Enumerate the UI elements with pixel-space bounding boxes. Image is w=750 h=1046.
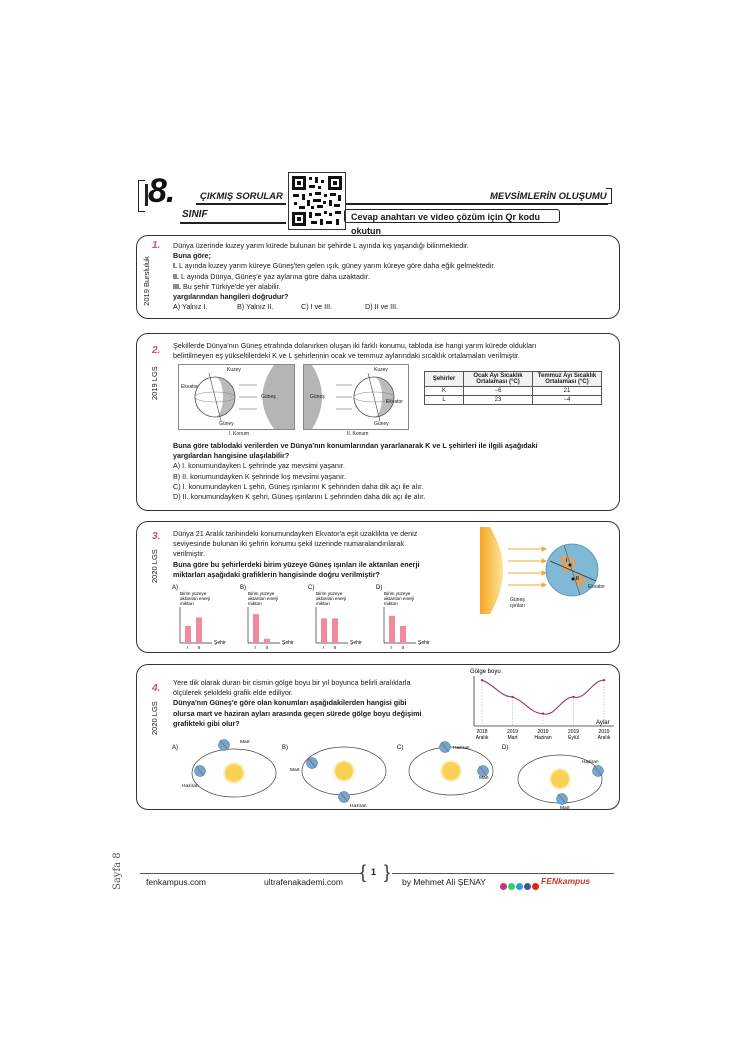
q3-chart-category: II <box>333 645 337 649</box>
q4-orbit-option-label: D) <box>502 745 509 751</box>
konum-1-guney-label: Güney <box>219 421 234 427</box>
q1-option-a[interactable]: A) Yalnız I. <box>173 302 208 312</box>
roman-2: II. <box>173 271 179 281</box>
q3-charts-svg <box>172 583 482 649</box>
q3-chart-xlabel: Şehir <box>282 640 294 646</box>
question-1-source-text: 2019 Bursluluk <box>142 256 151 306</box>
table-cell: L <box>425 396 464 405</box>
header-left-bracket <box>138 180 145 212</box>
q4-earth-label: Mart <box>240 740 250 745</box>
question-3-stem <box>173 529 419 580</box>
q4-chart-tick-year: 2019 <box>567 729 580 735</box>
q4-chart-tick-year: 2019 <box>598 729 610 735</box>
statement-1-text: L ayında kuzey yarım küreye Güneş'ten gelen ışık, güney yarım küreye göre daha eğik gelmektedir. <box>179 261 496 271</box>
q4-chart-tick-month: Aralık <box>475 735 489 741</box>
social-icons <box>500 877 541 887</box>
konum-2-caption: II. Konum <box>347 431 369 437</box>
q4-prompt-1: Dünya'nın Güneş'e göre olan konumları aşağıdakilerden hangisi gibi <box>173 698 407 708</box>
q4-chart-point <box>542 712 544 714</box>
q3-chart-ylabel: Birim yüzeye <box>180 591 207 596</box>
instagram-icon[interactable] <box>500 883 507 890</box>
q4-chart-tick-month: Haziran <box>534 735 552 741</box>
q3-point-1-label: I <box>566 558 568 564</box>
q4-chart-series-line <box>482 680 604 714</box>
q2-temperature-table <box>424 371 602 405</box>
question-2-number: 2. <box>152 345 161 356</box>
q4-chart-point <box>603 679 605 681</box>
q4-earth-label: Haziran <box>350 804 367 809</box>
q3-point-2-label: II <box>576 576 579 582</box>
q3-chart-ylabel: miktarı <box>248 601 262 606</box>
q2-option-d[interactable]: D) II. konumundayken K şehri, Güneş ışınlarını L şehrinden daha dik açı ile alır. <box>173 492 426 502</box>
table-header-row <box>425 372 602 387</box>
q4-chart-xlabel: Aylar <box>596 720 610 726</box>
q4-earth-label: Mart <box>290 768 300 773</box>
table-cell: −4 <box>533 396 602 405</box>
question-1-options <box>173 302 495 312</box>
header-rule-right <box>346 203 608 205</box>
q3-chart-bar <box>400 626 406 643</box>
q2-option-b[interactable]: B) II. konumundayken K şehrinde kış mevsimi yaşanır. <box>173 471 346 481</box>
q3-chart-category: I <box>390 645 392 649</box>
q3-chart-xlabel: Şehir <box>214 640 226 646</box>
page-label-text: Sayfa 8 <box>112 852 123 890</box>
whatsapp-icon[interactable] <box>508 883 515 890</box>
footer-author: by Mehmet Ali ŞENAY <box>402 877 486 887</box>
q4-chart-tick-year: 2018 <box>476 729 488 735</box>
q3-chart-option-label: A) <box>172 585 178 591</box>
question-2-source: 2019 LGS <box>150 366 159 400</box>
q4-orbit-option <box>172 739 276 797</box>
youtube-icon[interactable] <box>532 883 539 890</box>
q4-chart-point <box>511 696 513 698</box>
question-3-number: 3. <box>152 531 161 542</box>
q4-sun-glow <box>440 760 462 782</box>
q3-chart-category: II <box>265 645 269 649</box>
q3-chart-option-label: D) <box>376 585 383 591</box>
q4-orbit-option-label: A) <box>172 745 178 751</box>
question-4-source: 2020 LGS <box>150 701 159 735</box>
q3-chart-category: I <box>186 645 188 649</box>
footer-site-1[interactable]: fenkampus.com <box>146 877 206 887</box>
table-header-july: Temmuz Ayı Sıcaklık Ortalaması (°C) <box>533 372 602 387</box>
footer-brand: FENkampus <box>541 876 591 886</box>
q3-chart-option-label: B) <box>240 585 246 591</box>
question-4-stem <box>173 678 421 729</box>
grade-number: 8. <box>148 172 175 210</box>
q2-option-c[interactable]: C) I. konumundayken L şehri, Güneş ışınlarını K şehrinden daha dik açı ile alır. <box>173 481 424 491</box>
konum-1-kuzey-label: Kuzey <box>227 367 241 373</box>
q4-earth-label: Haziran <box>582 760 599 765</box>
roman-3: III. <box>173 281 181 291</box>
q4-orbit-option <box>282 745 386 809</box>
q4-line-2: ölçülerek şekildeki grafik elde ediliyor. <box>173 688 293 698</box>
header-rule-left <box>196 203 286 205</box>
q3-ekvator-label: Ekvator <box>588 584 605 590</box>
q3-chart-bar <box>253 614 259 643</box>
q3-chart-ylabel: miktarı <box>180 601 194 606</box>
konum-2-guney-label: Güney <box>374 421 389 427</box>
footer-brace-right: } <box>384 862 391 882</box>
q3-chart-ylabel: Birim yüzeye <box>248 591 275 596</box>
q1-option-d[interactable]: D) II ve III. <box>365 302 399 312</box>
q4-orbit-option-label: C) <box>397 745 404 751</box>
q3-prompt-2: miktarları aşağıdaki grafiklerin hangisinde doğru verilmiştir? <box>173 569 380 579</box>
q1-option-c[interactable]: C) I ve III. <box>301 302 333 312</box>
footer-rule-right <box>392 873 614 874</box>
question-1-stem: Dünya üzerinde kuzey yarım kürede bulunan bir şehirde L ayında kış yaşandığı bilinmektedir. <box>173 241 469 250</box>
q4-sun-glow <box>223 762 245 784</box>
q4-chart-tick-year: 2019 <box>537 729 549 735</box>
q3-chart-ylabel: aktarılan enerji <box>316 596 347 601</box>
header-right-bracket <box>606 188 612 204</box>
question-1-number: 1. <box>152 240 161 251</box>
page-number: 1 <box>371 867 377 877</box>
question-1-prompt: yargılarından hangileri doğrudur? <box>173 292 289 302</box>
konum-2-gunes-label: Güneş <box>310 394 325 400</box>
q3-chart-xlabel: Şehir <box>418 640 430 646</box>
table-cell: K <box>425 387 464 396</box>
q3-chart-category: I <box>254 645 256 649</box>
q4-orbit-option-label: B) <box>282 745 288 751</box>
konum-1-gunes-label: Güneş <box>261 394 276 400</box>
table-row <box>425 396 602 405</box>
q3-chart-bar <box>332 618 338 643</box>
q4-line-1: Yere dik olarak duran bir cismin gölge boyu bir yıl boyunca belirli aralıklarla <box>173 678 411 687</box>
question-1-source <box>143 256 151 306</box>
qr-code[interactable] <box>288 172 346 230</box>
q3-chart-category: II <box>401 645 405 649</box>
q2-option-a[interactable]: A) I. konumundayken L şehrinde yaz mevsimi yaşanır. <box>173 461 345 471</box>
q2-prompt-1: Buna göre tablodaki verilerden ve Dünya'nın konumlarından yararlanarak K ve L şehirleri ile ilgili aşağıdaki <box>173 441 538 450</box>
q2-line-2: belirtilmeyen eş yükseltilerdeki K ve L şehirlerinin ocak ve temmuz aylarındaki sıcaklık ortalamaları verilmiştir. <box>173 351 520 361</box>
q3-chart-bar <box>185 626 191 643</box>
header-rule-left-bottom <box>180 222 286 224</box>
question-1-statement-3 <box>173 282 495 292</box>
q3-chart-bar <box>196 618 202 644</box>
q3-line-1: Dünya 21 Aralık tarihindeki konumundayken Ekvator'a eşit uzaklıkta ve deniz <box>173 529 418 538</box>
q3-line-2: seviyesinde bulunan iki şehrin konumu şekil üzerinde numaralandırılarak <box>173 539 404 549</box>
q1-option-b[interactable]: B) Yalnız II. <box>237 302 274 312</box>
q3-chart-bar <box>321 618 327 643</box>
table-cell: 21 <box>533 387 602 396</box>
table-cell: 23 <box>464 396 533 405</box>
konum-1-caption: I. Konum <box>229 431 250 437</box>
topic-title: MEVSİMLERİN OLUŞUMU <box>490 191 607 202</box>
q3-chart-xlabel: Şehir <box>350 640 362 646</box>
q3-chart-category: II <box>197 645 201 649</box>
q3-chart-ylabel: Birim yüzeye <box>384 591 411 596</box>
q3-chart-bar <box>264 639 270 643</box>
q4-earth-label: Mart <box>560 806 570 809</box>
konum-2-kuzey-label: Kuzey <box>374 367 388 373</box>
telegram-icon[interactable] <box>516 883 523 890</box>
q4-chart-tick-year: 2019 <box>506 729 519 735</box>
qr-note: Cevap anahtarı ve video çözüm için Qr kodu okutun <box>344 209 560 223</box>
q4-orbit-option <box>397 742 493 796</box>
table-header-january: Ocak Ayı Sıcaklık Ortalaması (°C) <box>464 372 533 387</box>
q4-earth-label: Haziran <box>453 746 470 751</box>
question-1-content <box>173 241 495 312</box>
q4-prompt-3: grafikteki gibi olur? <box>173 718 240 728</box>
q2-line-1: Şekillerde Dünya'nın Güneş etrafında dolanırken oluşan iki farklı konumu, tabloda ise hangi yarım kürede oldukları <box>173 341 537 350</box>
footer-brace-left: { <box>360 862 367 882</box>
statement-3-text: Bu şehir Türkiye'de yer alabilir. <box>183 281 281 291</box>
grade-label: SINIF <box>182 209 208 220</box>
question-4-number: 4. <box>152 683 161 694</box>
q3-line-3: verilmiştir. <box>173 549 205 559</box>
footer-rule-left <box>140 873 362 874</box>
series-title: ÇIKMIŞ SORULAR <box>200 191 283 202</box>
footer-site-2[interactable]: ultrafenakademi.com <box>264 877 343 887</box>
q3-chart-category: I <box>322 645 324 649</box>
q4-orbit-option <box>502 745 604 809</box>
roman-1: I. <box>173 261 177 271</box>
q4-chart-ylabel: Gölge boyu <box>470 669 501 675</box>
q3-chart-bar <box>389 616 395 643</box>
q4-chart-point <box>481 679 483 681</box>
q3-chart-option-label: C) <box>308 585 315 591</box>
q4-sun-glow <box>549 768 571 790</box>
question-1-statement-1 <box>173 261 495 271</box>
q3-chart-ylabel: aktarılan enerji <box>384 596 415 601</box>
q2-figure-konum-2 <box>303 364 409 430</box>
question-2-prompt-and-options <box>173 441 538 502</box>
facebook-icon[interactable] <box>524 883 531 890</box>
q4-chart-tick-month: Aralık <box>597 735 611 741</box>
konum-1-drawing <box>179 365 294 429</box>
question-2-stem <box>173 341 536 361</box>
q2-prompt-2: yargılardan hangisine ulaşılabilir? <box>173 451 290 461</box>
q4-orbit-options <box>172 735 612 809</box>
q4-sun-glow <box>333 760 355 782</box>
q3-sun-earth-figure <box>480 527 608 614</box>
q4-chart-point <box>572 696 574 698</box>
page-label <box>112 852 123 890</box>
q3-chart-ylabel: aktarılan enerji <box>180 596 211 601</box>
q4-chart-tick-month: Mart <box>507 735 518 741</box>
q3-prompt-1: Buna göre bu şehirlerdeki birim yüzeye Güneş ışınları ile aktarılan enerji <box>173 559 420 569</box>
question-3-source: 2020 LGS <box>150 549 159 583</box>
q4-earth-label: Haziran <box>182 784 199 789</box>
q3-chart-ylabel: miktarı <box>384 601 398 606</box>
q4-orbit-svg <box>172 735 612 809</box>
q3-chart-ylabel: Birim yüzeye <box>316 591 343 596</box>
q3-charts <box>172 583 482 649</box>
q2-figure-konum-1 <box>178 364 295 430</box>
q4-prompt-2: olursa mart ve haziran ayları arasında geçen sürede gölge boyu değişimi <box>173 708 422 718</box>
statement-2-text: L ayında Dünya, Güneş'e yaz aylarına göre daha uzaktadır. <box>181 271 370 281</box>
question-1-statement-2 <box>173 272 495 282</box>
q3-chart-ylabel: aktarılan enerji <box>248 596 279 601</box>
konum-1-ekvator-label: Ekvator <box>181 384 198 390</box>
q4-earth-label: Mart <box>479 776 489 781</box>
q3-figure-drawing <box>480 527 608 614</box>
q3-chart-ylabel: miktarı <box>316 601 330 606</box>
table-header-cities: Şehirler <box>425 372 464 387</box>
table-cell: −6 <box>464 387 533 396</box>
table-row <box>425 387 602 396</box>
q3-gunes-isinlari-label: Güneş ışınları <box>510 597 526 609</box>
question-1-lead: Buna göre; <box>173 251 211 261</box>
konum-2-ekvator-label: Ekvator <box>386 399 403 405</box>
q4-chart-tick-month: Eylül <box>568 735 579 741</box>
